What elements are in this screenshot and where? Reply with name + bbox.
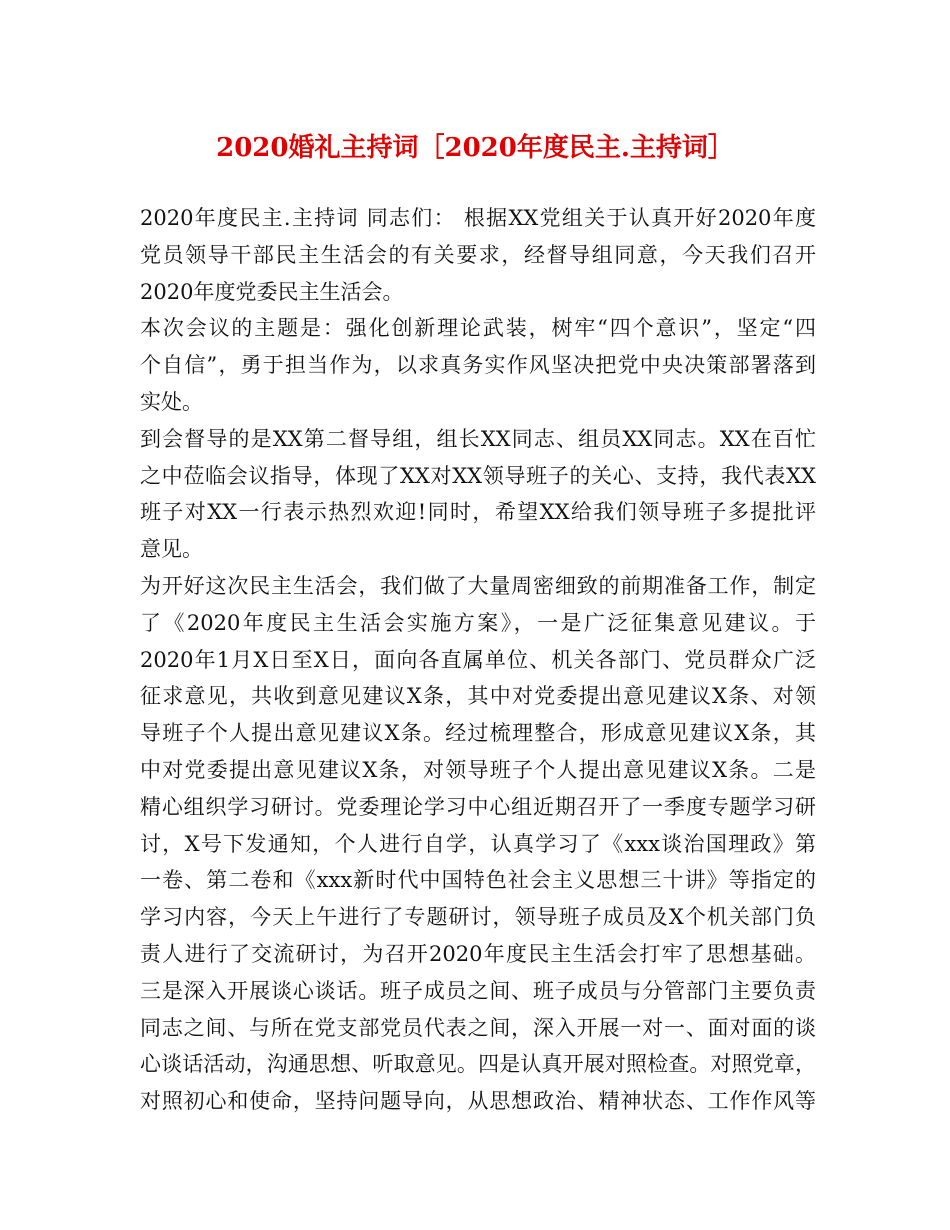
text-line: 责人进行了交流研讨，为召开2020年度民主生活会打牢了思想基础。 (140, 941, 816, 966)
text-line: 党员领导干部民主生活会的有关要求，经督导组同意，今天我们召开 (140, 242, 816, 267)
text-line: 2020年1月X日至X日，面向各直属单位、机关各部门、党员群众广泛 (140, 647, 816, 672)
text-line: 为开好这次民主生活会，我们做了大量周密细致的前期准备工作，制定 (140, 573, 816, 598)
text-line: 中对党委提出意见建议X条，对领导班子个人提出意见建议X条。二是 (140, 757, 816, 782)
text-line: 精心组织学习研讨。党委理论学习中心组近期召开了一季度专题学习研 (140, 794, 816, 819)
text-line: 一卷、第二卷和《xxx新时代中国特色社会主义思想三十讲》等指定的 (140, 868, 816, 893)
text-line: 到会督导的是XX第二督导组，组长XX同志、组员XX同志。XX在百忙 (140, 426, 816, 451)
text-line: 班子对XX一行表示热烈欢迎!同时，希望XX给我们领导班子多提批评 (140, 500, 816, 525)
text-line: 了《2020年度民主生活会实施方案》，一是广泛征集意见建议。于 (140, 610, 816, 635)
text-line: 导班子个人提出意见建议X条。经过梳理整合，形成意见建议X条，其 (140, 721, 816, 746)
text-line: 之中莅临会议指导，体现了XX对XX领导班子的关心、支持，我代表XX (140, 463, 816, 488)
document-title: 2020婚礼主持词［2020年度民主.主持词］ (216, 133, 734, 163)
paragraph (140, 310, 816, 420)
text-line: 三是深入开展谈心谈话。班子成员之间、班子成员与分管部门主要负责 (140, 978, 816, 1003)
text-line: 对照初心和使命，坚持问题导向，从思想政治、精神状态、工作作风等 (140, 1089, 816, 1114)
text-line: 2020年度民主.主持词 同志们： 根据XX党组关于认真开好2020年度 (140, 206, 816, 230)
text-line: 意见。 (140, 537, 203, 562)
paragraph (140, 200, 816, 310)
text-line: 本次会议的主题是：强化创新理论武装，树牢“四个意识”，坚定“四 (140, 316, 816, 341)
text-line: 个自信”，勇于担当作为，以求真务实作风坚决把党中央决策部署落到 (140, 353, 816, 378)
text-line: 讨，X号下发通知，个人进行自学，认真学习了《xxx谈治国理政》第 (140, 831, 816, 856)
document-body (140, 200, 816, 1120)
text-line: 学习内容，今天上午进行了专题研讨，领导班子成员及X个机关部门负 (140, 905, 816, 930)
text-line: 实处。 (140, 389, 203, 414)
text-line: 同志之间、与所在党支部党员代表之间，深入开展一对一、面对面的谈 (140, 1015, 816, 1040)
paragraph (140, 421, 816, 568)
paragraph (140, 568, 816, 1120)
text-line: 2020年度党委民主生活会。 (140, 279, 404, 304)
text-line: 征求意见，共收到意见建议X条，其中对党委提出意见建议X条、对领 (140, 684, 816, 709)
text-line: 心谈话活动，沟通思想、听取意见。四是认真开展对照检查。对照党章， (140, 1052, 816, 1077)
